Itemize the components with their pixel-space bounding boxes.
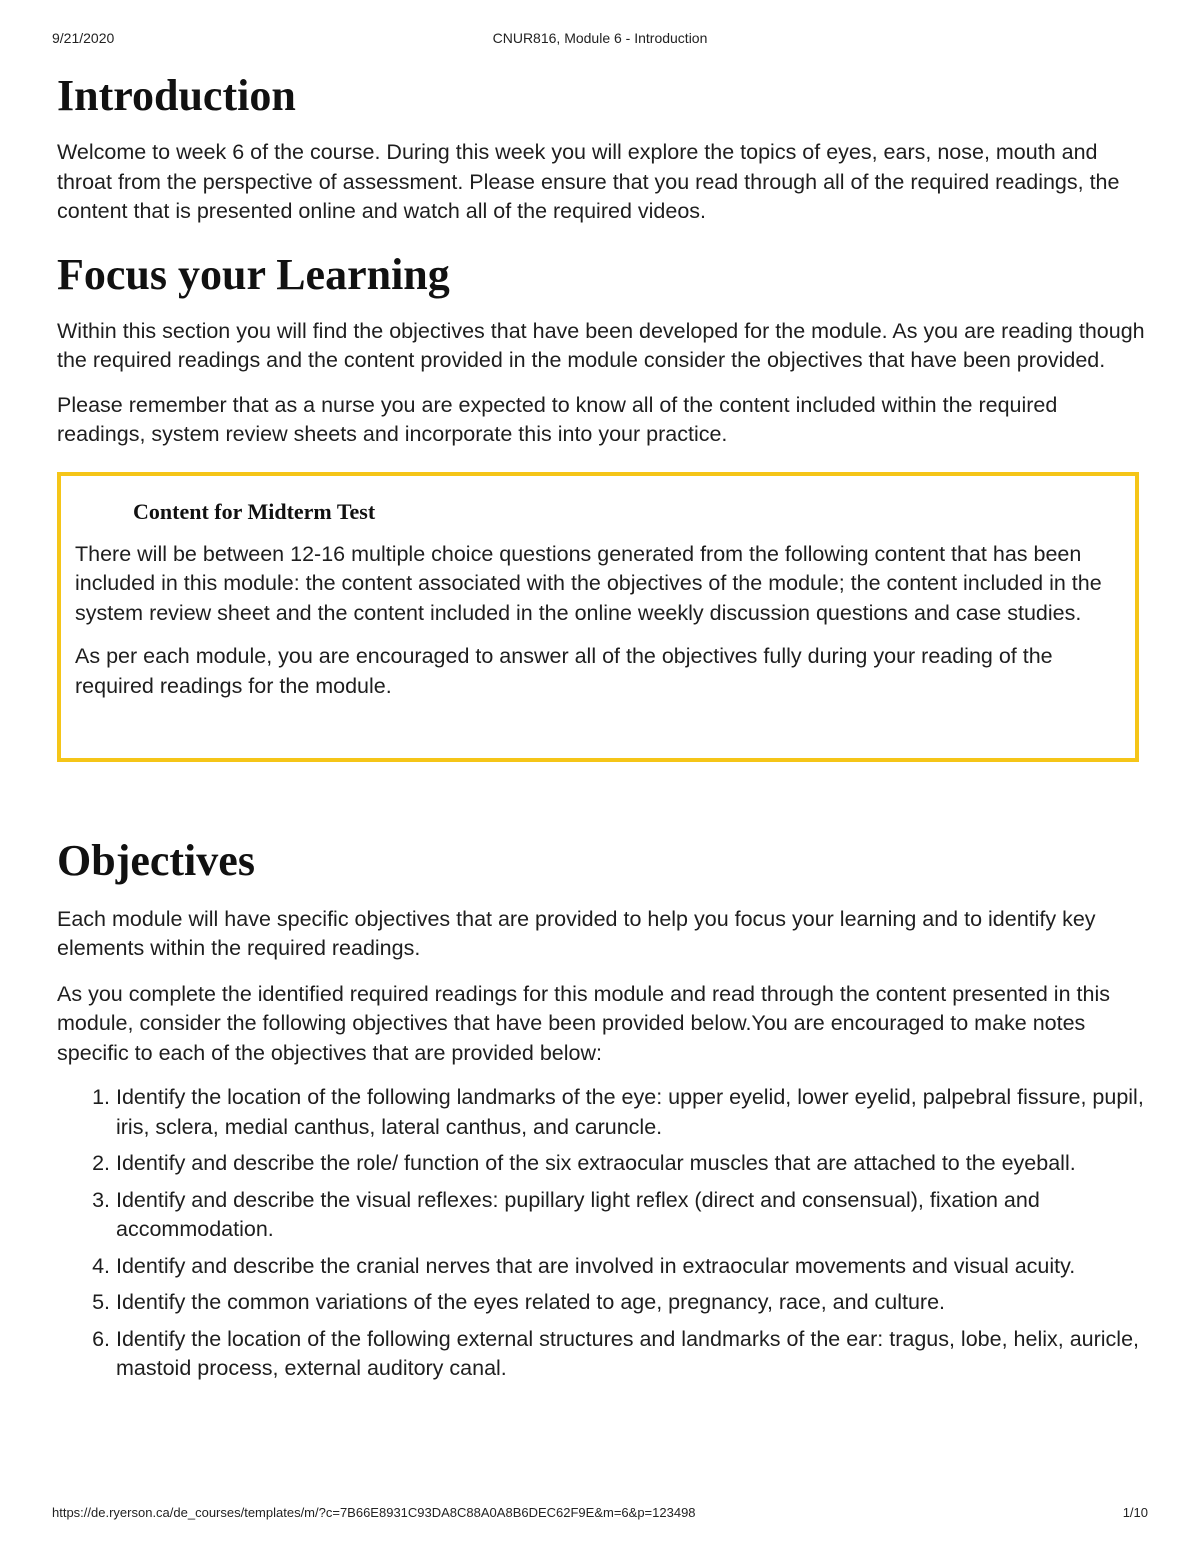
focus-section — [57, 249, 1147, 450]
focus-paragraph-2: Please remember that as a nurse you are expected to know all of the content included within the required readings, system review sheets and incorporate this into your practice. — [57, 392, 1058, 446]
callout-paragraph-2: As per each module, you are encouraged to answer all of the objectives fully during your reading of the required readings for the module. — [75, 644, 1053, 698]
callout-paragraph-1: There will be between 12-16 multiple choice questions generated from the following content that has been included in this module: the content associated with the objectives of the module; the content included in the system review sheet and the content included in the online weekly discussion questions and case studies. — [75, 541, 1102, 625]
objective-item: 6. Identify the location of the following external structures and landmarks of the ear: tragus, lobe, helix, auricle, mastoid process, external auditory canal. — [116, 1325, 1147, 1384]
callout-heading: Content for Midterm Test — [133, 498, 376, 524]
print-page-title: CNUR816, Module 6 - Introduction — [492, 30, 708, 46]
objectives-paragraph-2: As you complete the identified required readings for this module and read through the content presented in this module, consider the following objectives that have been provided below.You are encouraged to make notes specific to each of the objectives that are provided below: — [57, 981, 1110, 1065]
objective-item: 4. Identify and describe the cranial nerves that are involved in extraocular movements and visual acuity. — [116, 1252, 1147, 1282]
objective-item: 1. Identify the location of the following landmarks of the eye: upper eyelid, lower eyelid, palpebral fissure, pupil, iris, sclera, medial canthus, lateral canthus, and caruncle. — [116, 1083, 1147, 1142]
introduction-heading: Introduction — [57, 71, 296, 120]
objective-item: 2. Identify and describe the role/ function of the six extraocular muscles that are attached to the eyeball. — [116, 1149, 1147, 1179]
page-content — [57, 70, 1147, 1391]
focus-heading: Focus your Learning — [57, 249, 450, 299]
focus-paragraph-1: Within this section you will find the objectives that have been developed for the module. As you are reading though the required readings and the content provided in the module consider the objectives that have been provided. — [57, 318, 1145, 372]
midterm-callout-box — [57, 472, 1139, 762]
print-date: 9/21/2020 — [52, 30, 115, 46]
objectives-paragraph-1: Each module will have specific objectives that are provided to help you focus your learning and to identify key elements within the required readings. — [57, 906, 1096, 960]
introduction-paragraph: Welcome to week 6 of the course. During this week you will explore the topics of eyes, ears, nose, mouth and throat from the perspective of assessment. Please ensure that you read through all of the required readings, the content that is presented online and watch all of the required videos. — [57, 140, 1120, 223]
print-footer — [52, 1505, 1148, 1525]
objectives-list — [57, 1083, 1147, 1384]
page-number: 1/10 — [1122, 1505, 1148, 1520]
objectives-heading: Objectives — [57, 835, 255, 885]
print-header — [52, 30, 1148, 50]
objective-item: 5. Identify the common variations of the eyes related to age, pregnancy, race, and culture. — [116, 1288, 1147, 1318]
print-url[interactable]: https://de.ryerson.ca/de_courses/templates/m/?c=7B66E8931C93DA8C88A0A8B6DEC62F9E&m=6&p=123498 — [52, 1505, 696, 1520]
introduction-section — [57, 70, 1147, 227]
objectives-section — [57, 835, 1147, 1384]
objective-item: 3. Identify and describe the visual reflexes: pupillary light reflex (direct and consensual), fixation and accommodation. — [116, 1186, 1147, 1245]
